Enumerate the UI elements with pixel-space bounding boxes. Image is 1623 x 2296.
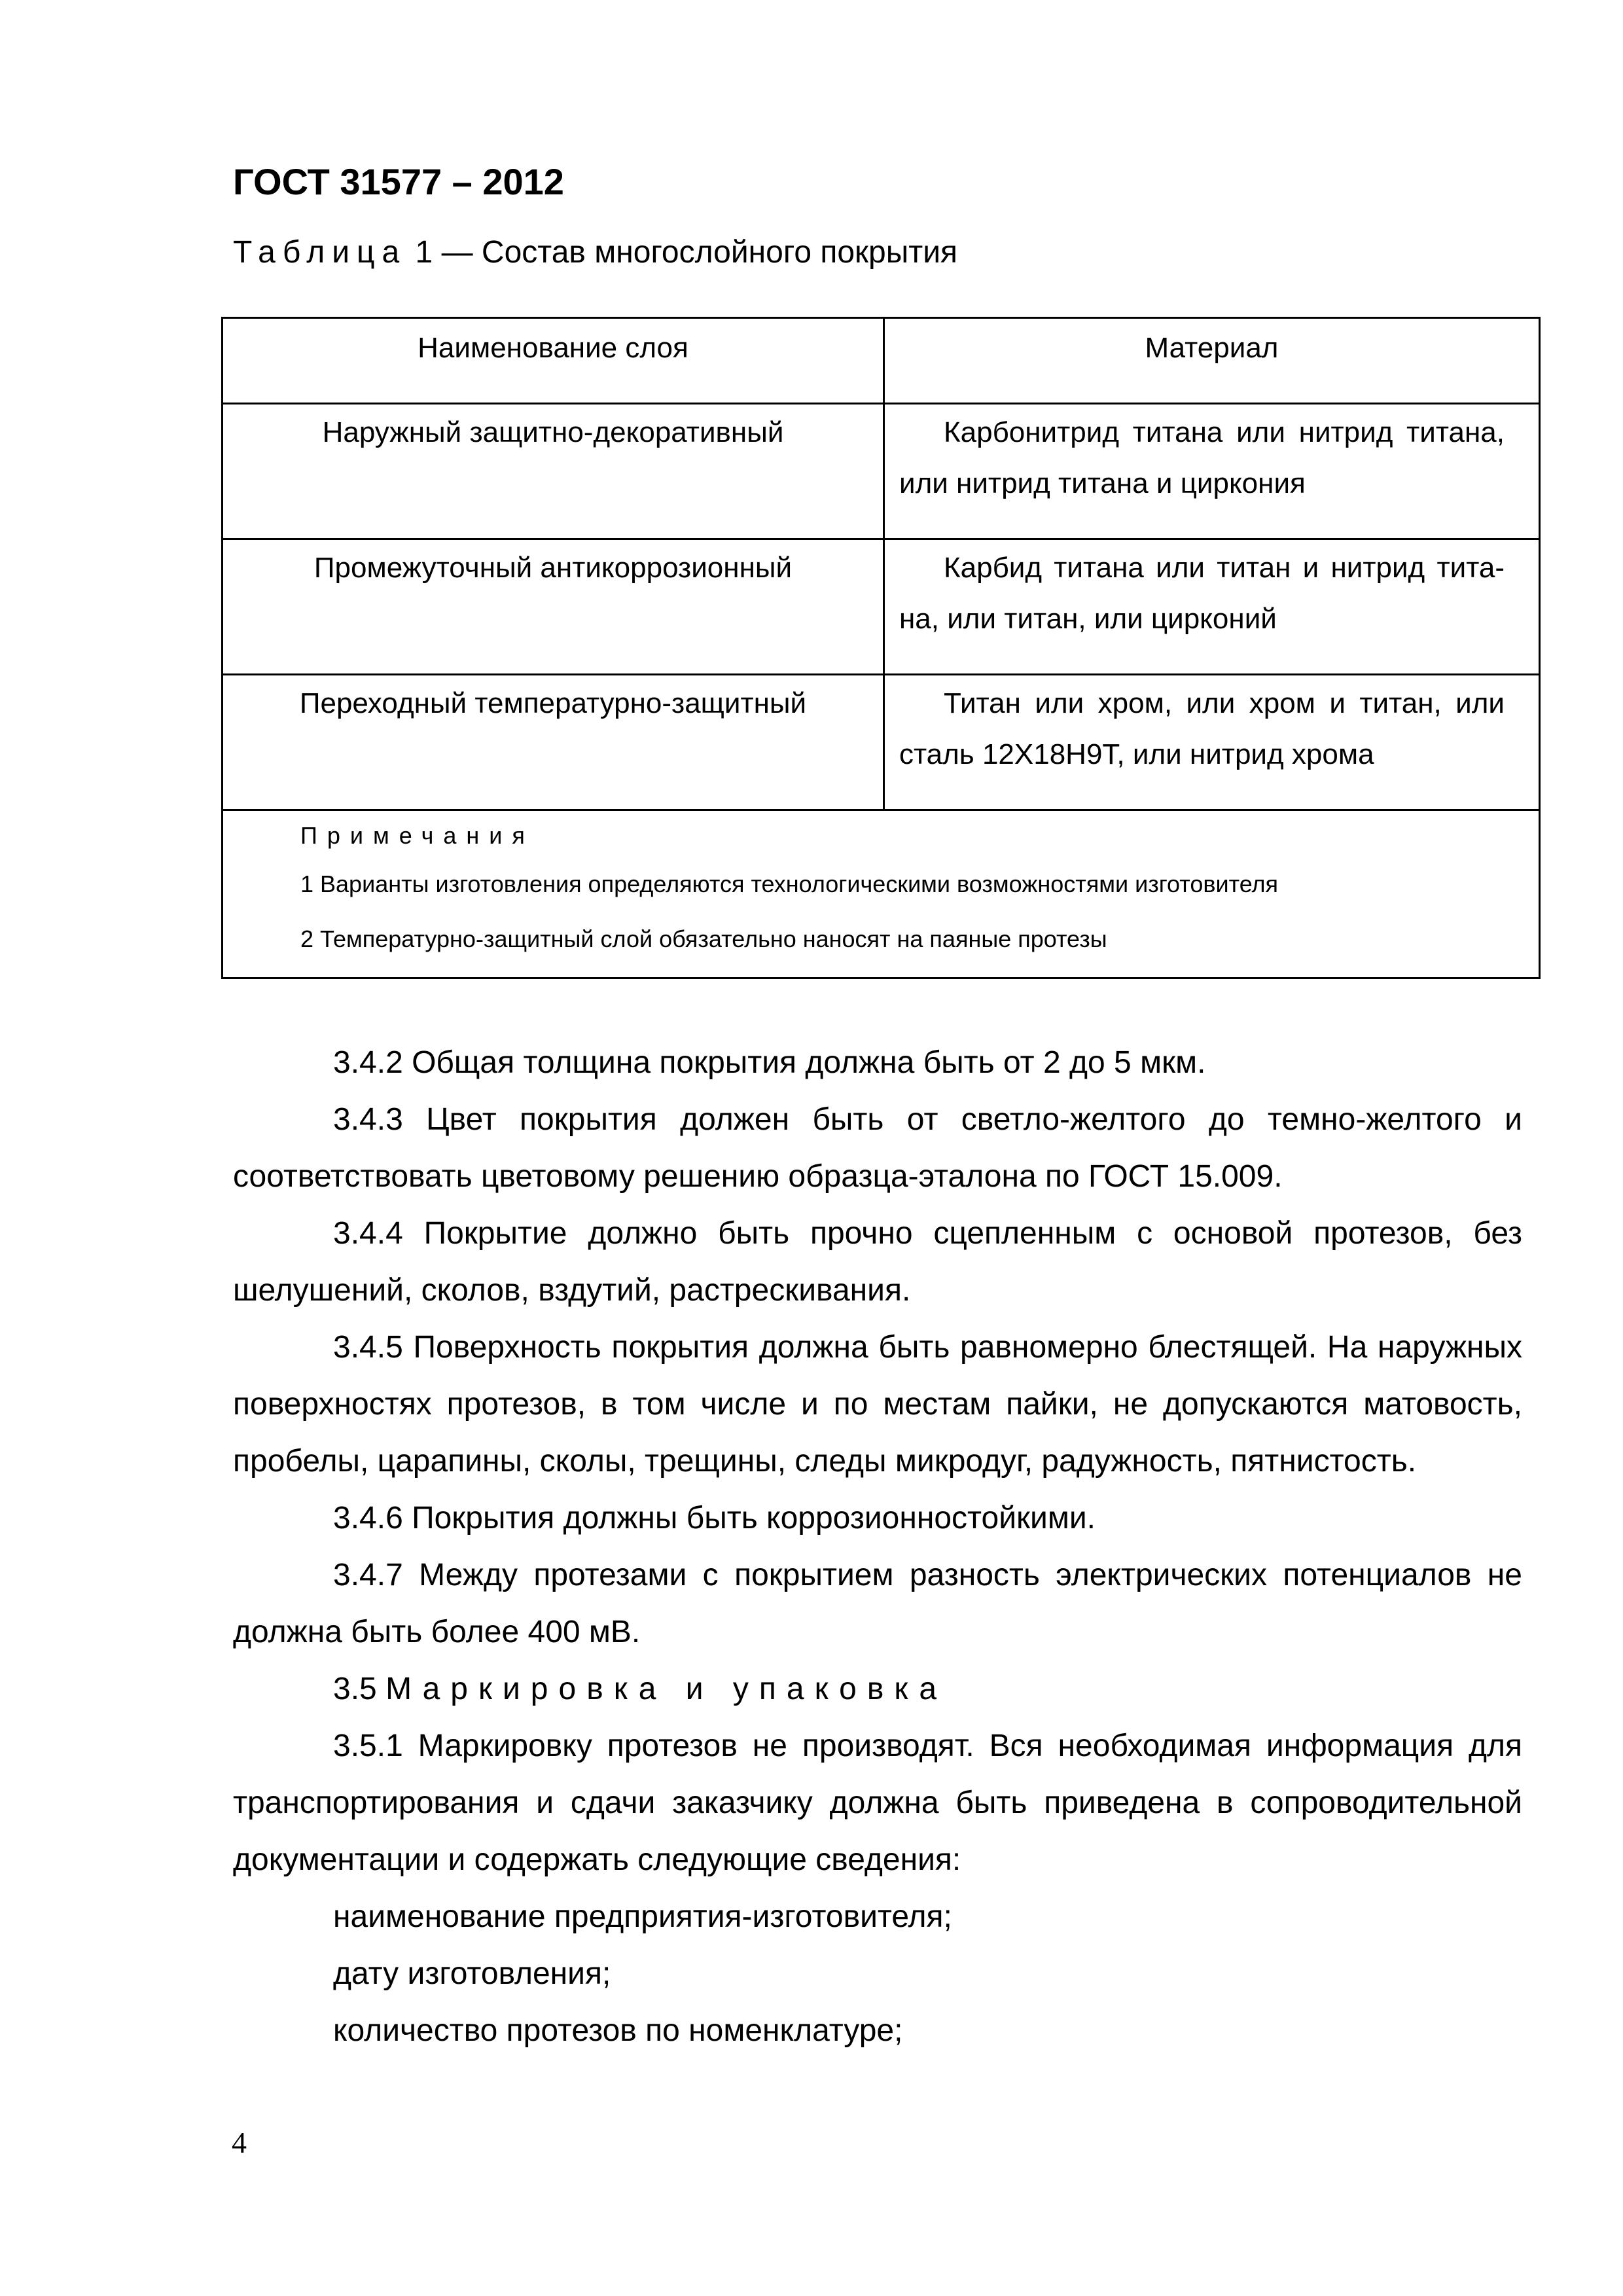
- table-notes-row: [223, 810, 1540, 978]
- table-notes-cell: [223, 810, 1540, 978]
- paragraph-3-4-3: 3.4.3 Цвет покрытия должен быть от светло-желтого до темно-желтого и соответствовать цветовому решению образца-эталона по ГОСТ 15.009.: [233, 1102, 1522, 1194]
- layer-name-cell: Промежуточный антикоррозионный: [223, 539, 884, 675]
- note-item: 1 Варианты изготовления определяются технологическими возможностями изготовителя: [300, 870, 1279, 897]
- table-row: [223, 675, 1540, 810]
- paragraph-3-4-5: 3.4.5 Поверхность покрытия должна быть равномерно блестящей. На наружных поверхностях протезов, в том числе и по местам пайки, не допускаются матовость, пробелы, царапины, сколы, трещины, следы микродуг, радужность, пятнистость.: [233, 1330, 1522, 1479]
- paragraph-3-4-6: 3.4.6 Покрытия должны быть коррозионностойкими.: [333, 1501, 1096, 1535]
- section-number: 3.5: [333, 1672, 377, 1706]
- table-row: [223, 404, 1540, 539]
- paragraph-3-4-7: 3.4.7 Между протезами с покрытием разность электрических потенциалов не должна быть более 400 мВ.: [233, 1558, 1522, 1649]
- paragraph-3-5-1: 3.5.1 Маркировку протезов не производят. Вся необходимая информация для транспортирования и сдачи заказчику должна быть приведена в сопроводительной документации и содержать следующие сведения:: [233, 1729, 1522, 1877]
- paragraph-3-4-2: 3.4.2 Общая толщина покрытия должна быть от 2 до 5 мкм.: [333, 1045, 1206, 1080]
- standard-header: ГОСТ 31577 – 2012: [233, 161, 564, 202]
- coating-composition-table: [221, 317, 1541, 979]
- material-cell: Карбонитрид титана или нитрид титана, или нитрид титана и циркония: [884, 404, 1540, 539]
- table-header-row: [223, 318, 1540, 404]
- table-caption-title: 1 — Состав многослойного покрытия: [415, 235, 958, 270]
- layer-name-cell: Переходный температурно-защитный: [223, 675, 884, 810]
- note-item: 2 Температурно-защитный слой обязательно наносят на паяные протезы: [300, 925, 1107, 952]
- table-caption: [233, 232, 957, 274]
- section-title: Маркировка и упаковка: [385, 1672, 948, 1706]
- list-item: дату изготовления;: [333, 1956, 611, 1991]
- table-row: [223, 539, 1540, 675]
- column-header-material: Материал: [884, 318, 1540, 404]
- list-item: наименование предприятия-изготовителя;: [333, 1899, 952, 1934]
- material-cell: Титан или хром, или хром и титан, или сталь 12Х18Н9Т, или нитрид хрома: [884, 675, 1540, 810]
- layer-name-cell: Наружный защитно-декоративный: [223, 404, 884, 539]
- list-item: количество протезов по номенклатуре;: [333, 2013, 903, 2048]
- paragraph-3-4-4: 3.4.4 Покрытие должно быть прочно сцепленным с основой протезов, без шелушений, сколов, вздутий, растрескивания.: [233, 1216, 1522, 1308]
- table-caption-word: Таблица: [233, 235, 407, 270]
- material-cell: Карбид титана или титан и нитрид тита-на, или титан, или цирконий: [884, 539, 1540, 675]
- column-header-layer: Наименование слоя: [223, 318, 884, 404]
- section-heading-3-5: [233, 1660, 1522, 1717]
- notes-title: Примечания: [300, 822, 535, 849]
- document-body: [233, 1034, 1522, 2059]
- page-number: 4: [232, 2126, 247, 2159]
